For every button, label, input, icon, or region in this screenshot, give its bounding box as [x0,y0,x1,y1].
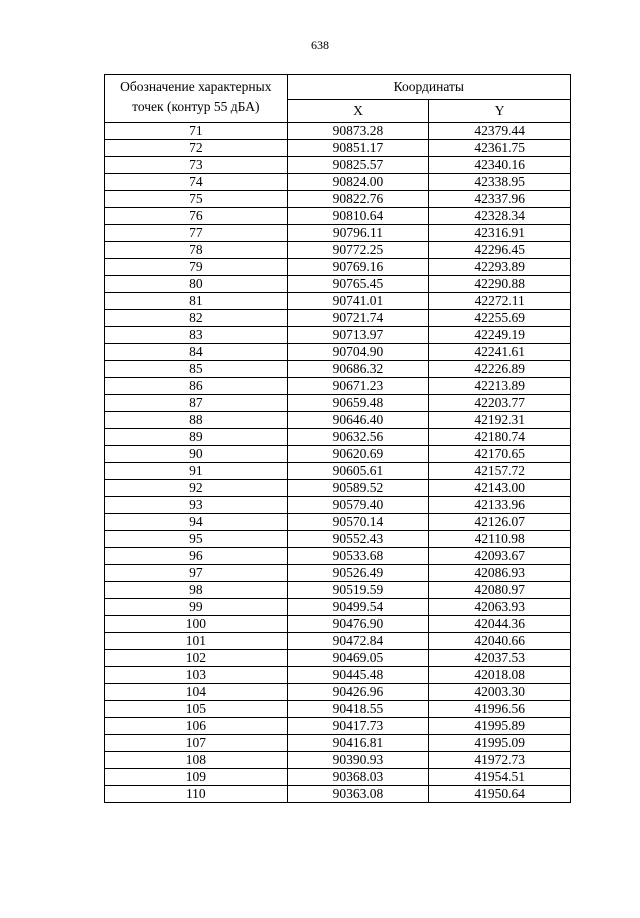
x-cell: 90772.25 [287,242,429,259]
x-cell: 90472.84 [287,633,429,650]
table-row [105,378,571,395]
y-cell: 42180.74 [429,429,571,446]
point-cell: 88 [105,412,288,429]
point-cell: 95 [105,531,288,548]
table-row [105,701,571,718]
page-number: 638 [311,38,329,52]
point-cell: 97 [105,565,288,582]
table-row [105,208,571,225]
x-cell: 90810.64 [287,208,429,225]
x-cell: 90741.01 [287,293,429,310]
point-cell: 101 [105,633,288,650]
table-row [105,735,571,752]
y-cell: 42255.69 [429,310,571,327]
x-cell: 90632.56 [287,429,429,446]
point-cell: 90 [105,446,288,463]
point-cell: 91 [105,463,288,480]
y-cell: 42328.34 [429,208,571,225]
x-cell: 90533.68 [287,548,429,565]
point-cell: 75 [105,191,288,208]
point-cell: 107 [105,735,288,752]
y-cell: 42133.96 [429,497,571,514]
table-row [105,327,571,344]
x-column-header: X [287,100,429,123]
y-cell: 42110.98 [429,531,571,548]
y-cell: 42126.07 [429,514,571,531]
table-row [105,344,571,361]
y-cell: 41954.51 [429,769,571,786]
table-row [105,463,571,480]
y-cell: 41996.56 [429,701,571,718]
y-cell: 42379.44 [429,123,571,140]
x-cell: 90416.81 [287,735,429,752]
x-cell: 90363.08 [287,786,429,803]
table-row [105,123,571,140]
point-cell: 106 [105,718,288,735]
y-cell: 41950.64 [429,786,571,803]
point-cell: 78 [105,242,288,259]
point-cell: 92 [105,480,288,497]
y-cell: 42213.89 [429,378,571,395]
x-cell: 90671.23 [287,378,429,395]
x-cell: 90686.32 [287,361,429,378]
table-row [105,667,571,684]
table-row [105,225,571,242]
table-row [105,395,571,412]
y-cell: 42003.30 [429,684,571,701]
y-column-header: Y [429,100,571,123]
point-cell: 81 [105,293,288,310]
y-cell: 42063.93 [429,599,571,616]
y-cell: 42337.96 [429,191,571,208]
point-designation-header: Обозначение характерных точек (контур 55 дБА) [105,75,288,123]
table-row [105,310,571,327]
y-cell: 42296.45 [429,242,571,259]
y-cell: 42293.89 [429,259,571,276]
table-row [105,497,571,514]
table-row [105,446,571,463]
y-cell: 42361.75 [429,140,571,157]
table-row [105,412,571,429]
table-row [105,548,571,565]
x-cell: 90822.76 [287,191,429,208]
point-cell: 77 [105,225,288,242]
x-cell: 90426.96 [287,684,429,701]
x-cell: 90499.54 [287,599,429,616]
x-cell: 90659.48 [287,395,429,412]
y-cell: 42203.77 [429,395,571,412]
y-cell: 41995.09 [429,735,571,752]
table-row [105,531,571,548]
y-cell: 41995.89 [429,718,571,735]
x-cell: 90704.90 [287,344,429,361]
point-cell: 108 [105,752,288,769]
point-cell: 80 [105,276,288,293]
y-cell: 42143.00 [429,480,571,497]
point-cell: 84 [105,344,288,361]
x-cell: 90589.52 [287,480,429,497]
table-row [105,174,571,191]
point-cell: 104 [105,684,288,701]
x-cell: 90620.69 [287,446,429,463]
x-cell: 90519.59 [287,582,429,599]
y-cell: 42040.66 [429,633,571,650]
x-cell: 90713.97 [287,327,429,344]
table-row [105,633,571,650]
table-row [105,429,571,446]
y-cell: 42338.95 [429,174,571,191]
y-cell: 42157.72 [429,463,571,480]
y-cell: 42290.88 [429,276,571,293]
table-row [105,599,571,616]
y-cell: 42086.93 [429,565,571,582]
point-cell: 72 [105,140,288,157]
point-cell: 73 [105,157,288,174]
y-cell: 42093.67 [429,548,571,565]
table-row [105,191,571,208]
point-cell: 89 [105,429,288,446]
table-row [105,718,571,735]
y-cell: 42249.19 [429,327,571,344]
y-cell: 42192.31 [429,412,571,429]
x-cell: 90605.61 [287,463,429,480]
y-cell: 42226.89 [429,361,571,378]
table-row [105,259,571,276]
y-cell: 42170.65 [429,446,571,463]
y-cell: 42037.53 [429,650,571,667]
point-cell: 103 [105,667,288,684]
point-cell: 94 [105,514,288,531]
y-cell: 41972.73 [429,752,571,769]
point-cell: 74 [105,174,288,191]
point-cell: 96 [105,548,288,565]
point-cell: 71 [105,123,288,140]
y-cell: 42241.61 [429,344,571,361]
table-row [105,684,571,701]
x-cell: 90851.17 [287,140,429,157]
coordinates-header: Координаты [287,75,570,100]
point-cell: 83 [105,327,288,344]
x-cell: 90469.05 [287,650,429,667]
point-cell: 105 [105,701,288,718]
table-row [105,582,571,599]
table-row [105,293,571,310]
x-cell: 90418.55 [287,701,429,718]
point-cell: 85 [105,361,288,378]
x-cell: 90526.49 [287,565,429,582]
x-cell: 90646.40 [287,412,429,429]
point-cell: 100 [105,616,288,633]
y-cell: 42340.16 [429,157,571,174]
table-row [105,157,571,174]
x-cell: 90417.73 [287,718,429,735]
x-cell: 90769.16 [287,259,429,276]
y-cell: 42044.36 [429,616,571,633]
point-cell: 87 [105,395,288,412]
point-cell: 79 [105,259,288,276]
y-cell: 42080.97 [429,582,571,599]
x-cell: 90476.90 [287,616,429,633]
table-row [105,565,571,582]
point-cell: 110 [105,786,288,803]
point-cell: 86 [105,378,288,395]
coordinates-table [104,74,571,803]
point-cell: 93 [105,497,288,514]
x-cell: 90796.11 [287,225,429,242]
x-cell: 90579.40 [287,497,429,514]
y-cell: 42018.08 [429,667,571,684]
table-row [105,242,571,259]
table-row [105,769,571,786]
x-cell: 90390.93 [287,752,429,769]
x-cell: 90721.74 [287,310,429,327]
point-cell: 98 [105,582,288,599]
point-cell: 109 [105,769,288,786]
x-cell: 90765.45 [287,276,429,293]
point-cell: 99 [105,599,288,616]
table-row [105,752,571,769]
table-row [105,140,571,157]
table-row [105,276,571,293]
table-body [105,123,571,803]
point-cell: 82 [105,310,288,327]
x-cell: 90873.28 [287,123,429,140]
table-row [105,616,571,633]
table-row [105,650,571,667]
x-cell: 90552.43 [287,531,429,548]
x-cell: 90824.00 [287,174,429,191]
table-row [105,361,571,378]
point-cell: 76 [105,208,288,225]
x-cell: 90825.57 [287,157,429,174]
y-cell: 42316.91 [429,225,571,242]
x-cell: 90570.14 [287,514,429,531]
table-row [105,480,571,497]
x-cell: 90368.03 [287,769,429,786]
y-cell: 42272.11 [429,293,571,310]
point-cell: 102 [105,650,288,667]
table-row [105,514,571,531]
x-cell: 90445.48 [287,667,429,684]
table-row [105,786,571,803]
